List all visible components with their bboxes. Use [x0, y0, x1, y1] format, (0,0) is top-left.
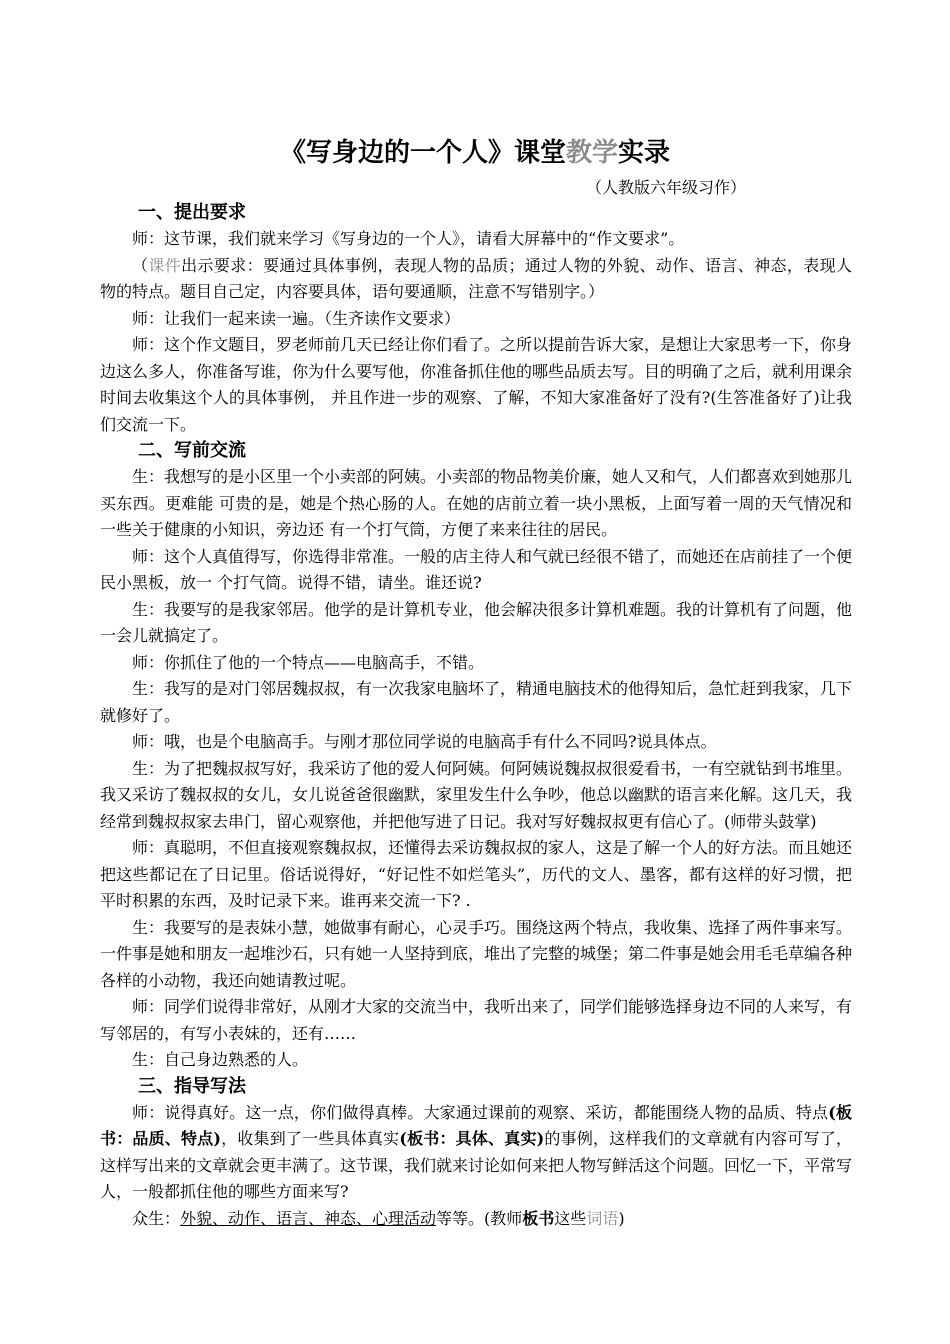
text-run: 出示要求：要通过具体事例，表现人物的品质；通过人物的外貌、动作、语言、神态，表现人物的特点。题目自己定，内容要具体，语句要通顺，注意不写错别字。）: [100, 255, 852, 301]
text-run-words: 词语: [586, 1208, 619, 1228]
paragraph: 师：真聪明，不但直接观察魏叔叔，还懂得去采访魏叔叔的家人，这是了解一个人的好方法。而且她还把这些都记在了日记里。俗话说得好，“好记性不如烂笔头”，历代的文人、墨客，都有这样的好习惯，把平时积累的东西，及时记录下来。谁再来交流一下? .: [100, 838, 853, 910]
paragraph: 生：为了把魏叔叔写好，我采访了他的爱人何阿姨。何阿姨说魏叔叔很爱看书，一有空就钻到书堆里。我又采访了魏叔叔的女儿，女儿说爸爸很幽默，家里发生什么争吵，他总以幽默的语言来化解。这几天，我经常到魏叔叔家去串门，留心观察他，并把他写进了日记。我对写好魏叔叔更有信心了。(师带头鼓掌): [100, 758, 853, 831]
document-body: [100, 200, 852, 1232]
page-title: [0, 132, 950, 169]
text-run: ): [618, 1208, 625, 1228]
paragraph-students-answer: [100, 1206, 852, 1233]
title-part-3: 实录: [618, 138, 671, 168]
paragraph: 师：这节课，我们就来学习《写身边的一个人》，请看大屏幕中的“作文要求”。: [132, 229, 685, 248]
board-note-concrete: (板书：具体、真实): [399, 1129, 545, 1148]
paragraph-writing-guidance: [100, 1100, 852, 1206]
section-heading-1: 一、提出要求: [138, 202, 246, 223]
paragraph: 生：自己身边熟悉的人。: [132, 1050, 309, 1069]
board-note-quality: (板书：品质、特点): [100, 1102, 852, 1148]
paragraph: 生：我要写的是我家邻居。他学的是计算机专业，他会解决很多计算机难题。我的计算机有了问题，他一会儿就搞定了。: [100, 599, 853, 645]
paragraph: 师：同学们说得非常好，从刚才大家的交流当中，我听出来了，同学们能够选择身边不同的人来写，有写邻居的，有写小表妹的，还有……: [100, 997, 853, 1043]
section-heading-3: 三、指导写法: [138, 1075, 246, 1097]
section-heading-2: 二、写前交流: [138, 440, 246, 461]
paragraph-courseware-requirement: [100, 253, 852, 306]
page-subtitle: （人教版六年级习作）: [586, 178, 747, 197]
paragraph: 师：这个人真值得写，你选得非常准。一般的店主待人和气就已经很不错了，而她还在店前挂了一个便民小黑板，放一 个打气筒。说得不错，请坐。谁还说?: [100, 546, 853, 592]
title-part-1: 《写身边的一个人》课堂: [279, 138, 566, 168]
text-run: 的事例，这样我们的文章就有内容可写了，这样写出来的文章就会更丰满了。这节课，我们就来讨论如何来把人物写鲜活这个问题。回忆一下，平常写人，一般都抓住他的哪些方面来写?: [100, 1129, 853, 1201]
paragraph: 师：哦，也是个电脑高手。与刚才那位同学说的电脑高手有什么不同吗?说具体点。: [132, 732, 717, 751]
text-run: 等等。(教师: [436, 1208, 523, 1228]
underlined-aspects: 外貌、动作、语言、神态、心理活动: [180, 1208, 437, 1228]
paragraph: 生：我写的是对门邻居魏叔叔，有一次我家电脑坏了，精通电脑技术的他得知后，急忙赶到我家，几下就修好了。: [100, 679, 853, 725]
paragraph: 师：这个作文题目，罗老师前几天已经让你们看了。之所以提前告诉大家，是想让大家思考一下，你身边这么多人，你准备写谁，你为什么要写他，你准备抓住他的哪些品质去写。目的明确了之后，就利用课余时间去收集这个人的具体事例， 并且作进一步的观察、了解，不知大家准备好了没有?(生答准备好了)让我们交流一下。: [100, 335, 853, 434]
paragraph: 生：我要写的是表妹小慧，她做事有耐心，心灵手巧。围绕这两个特点，我收集、选择了两件事来写。一件事是她和朋友一起堆沙石，只有她一人坚持到底，堆出了完整的城堡；第二件事是她会用毛毛草编各种各样的小动物，我还向她请教过呢。: [100, 917, 853, 990]
text-run: 这些: [554, 1208, 587, 1228]
text-run-courseware: 课件: [148, 255, 182, 275]
text-run: （: [132, 255, 149, 275]
paragraph: 师：你抓住了他的一个特点——电脑高手，不错。: [132, 652, 485, 672]
title-part-2: 教学: [565, 138, 618, 168]
text-run: ，收集到了一些具体真实: [220, 1129, 400, 1148]
paragraph: 生：我想写的是小区里一个小卖部的阿姨。小卖部的物品物美价廉，她人又和气，人们都喜欢到她那儿买东西。更难能 可贵的是，她是个热心肠的人。在她的店前立着一块小黑板，上面写着一周的天气情况和一些关于健康的小知识，旁边还 有一个打气筒，方便了来来往往的居民。: [100, 467, 853, 539]
text-run: 师：说得真好。这一点，你们做得真棒。大家通过课前的观察、采访，都能围绕人物的品质、特点: [132, 1102, 829, 1122]
text-run: 众生：: [132, 1208, 181, 1228]
paragraph: 师：让我们一起来读一遍。（生齐读作文要求）: [132, 308, 461, 328]
text-run-board: 板书: [522, 1208, 555, 1228]
